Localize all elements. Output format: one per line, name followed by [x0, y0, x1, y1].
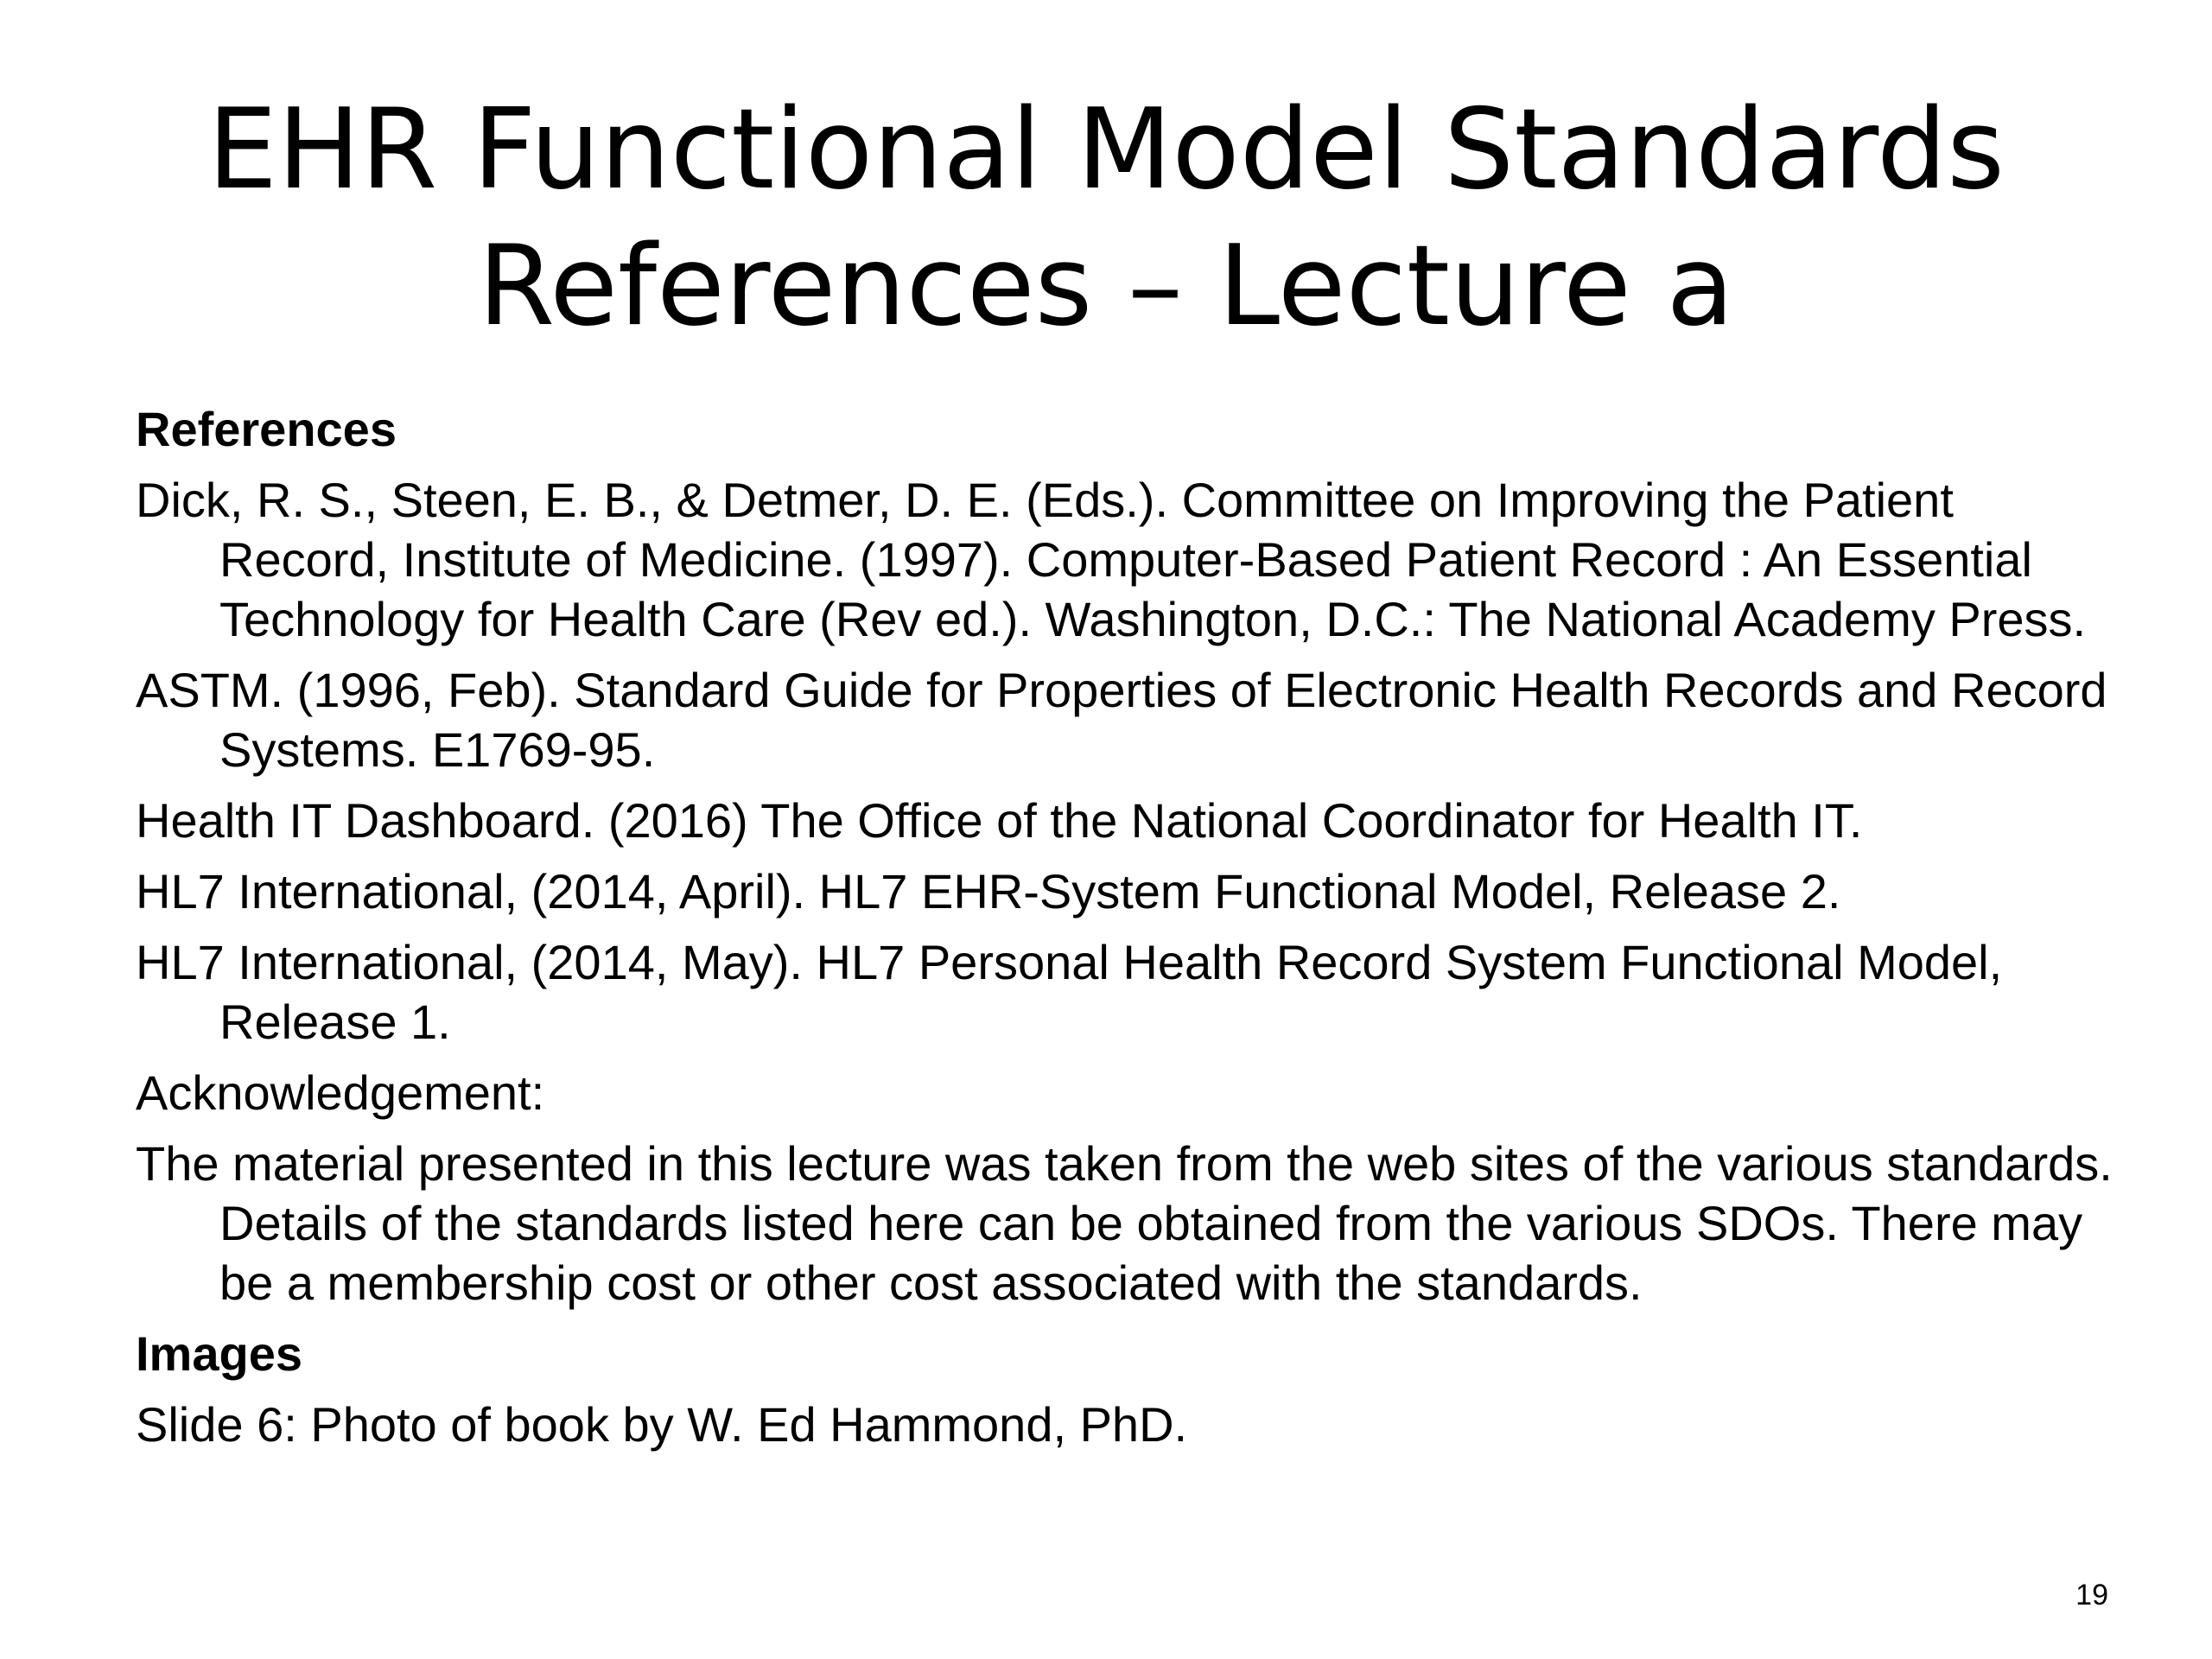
references-heading: References	[136, 402, 397, 456]
slide-body	[136, 399, 2123, 1465]
slide-title	[0, 82, 2212, 355]
slide-title-line-1: EHR Functional Model Standards	[207, 86, 2005, 214]
slide-title-line-2: References – Lecture a	[478, 222, 1734, 351]
image-credit: Slide 6: Photo of book by W. Ed Hammond, PhD.	[136, 1397, 1188, 1452]
reference-hl7-ehr-fm: HL7 International, (2014, April). HL7 EHR-System Functional Model, Release 2.	[136, 864, 1841, 918]
reference-dick-1997: Dick, R. S., Steen, E. B., & Detmer, D. E. (Eds.). Committee on Improving the Patient Record, Institute of Medicine. (1997). Computer-Based Patient Record : An Essential Technology for Health Care (Rev ed.). Washington, D.C.: The National Academy Press.	[136, 473, 2087, 646]
reference-hl7-phr-fm: HL7 International, (2014, May). HL7 Personal Health Record System Functional Model, Release 1.	[136, 935, 2003, 1049]
reference-health-it-dashboard: Health IT Dashboard. (2016) The Office of the National Coordinator for Health IT.	[136, 793, 1863, 848]
images-heading: Images	[136, 1326, 302, 1381]
reference-astm-1996: ASTM. (1996, Feb). Standard Guide for Properties of Electronic Health Records and Record Systems. E1769-95.	[136, 663, 2107, 777]
page-number: 19	[2075, 1579, 2108, 1611]
acknowledgement-text: The material presented in this lecture was taken from the web sites of the various standards. Details of the standards listed here can be obtained from the various SDOs. There may be a membership cost or other cost associated with the standards.	[136, 1136, 2113, 1310]
acknowledgement-label: Acknowledgement:	[136, 1065, 545, 1120]
